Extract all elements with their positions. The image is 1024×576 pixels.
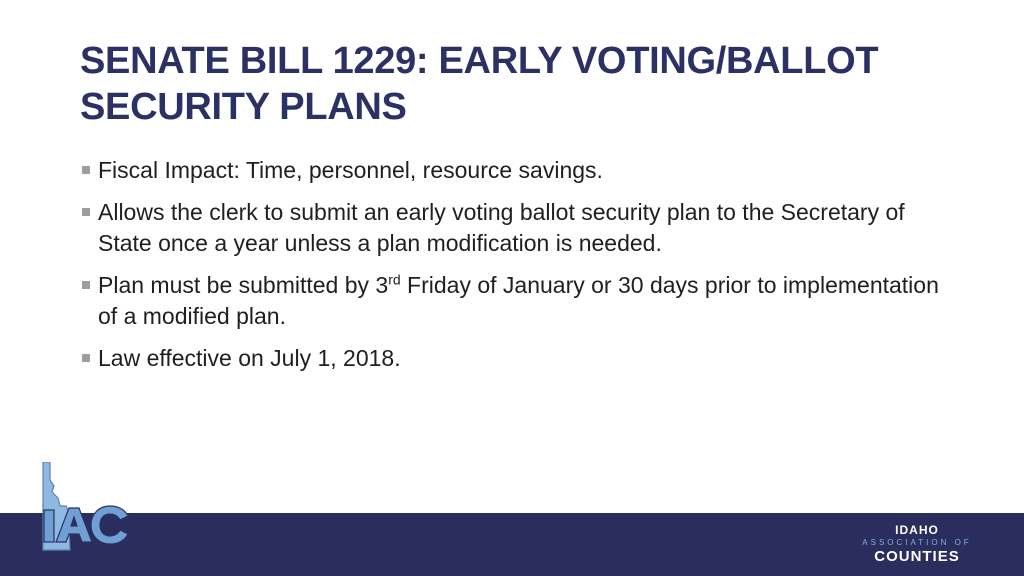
bullet-item-security-plan: [80, 197, 960, 259]
bullet-text-after: Friday of January or 30 days prior to implementation of a modified plan.: [98, 272, 939, 329]
iac-logo: [36, 462, 136, 552]
logo-letter-c: [91, 506, 128, 544]
bullet-list: [80, 155, 960, 385]
bullet-text: Law effective on July 1, 2018.: [98, 345, 401, 371]
bullet-text-before: Plan must be submitted by 3: [98, 272, 389, 298]
org-wordmark: [862, 523, 972, 566]
bullet-text: Fiscal Impact: Time, personnel, resource savings.: [98, 157, 603, 183]
square-bullet-icon: [82, 208, 90, 216]
org-wordmark-line3: COUNTIES: [874, 548, 960, 565]
org-wordmark-line1: IDAHO: [895, 523, 939, 537]
org-wordmark-line2: ASSOCIATION OF: [862, 538, 972, 547]
bullet-item-fiscal-impact: [80, 155, 960, 186]
logo-letter-i: [44, 510, 54, 542]
slide-title: SENATE BILL 1229: EARLY VOTING/BALLOT SECURITY PLANS: [80, 40, 879, 128]
square-bullet-icon: [82, 281, 90, 289]
bullet-item-effective-date: [80, 343, 960, 374]
square-bullet-icon: [82, 166, 90, 174]
square-bullet-icon: [82, 354, 90, 362]
bullet-text: Allows the clerk to submit an early voting ballot security plan to the Secretary of State once a year unless a plan modification is needed.: [98, 199, 905, 256]
bullet-item-deadline: [80, 270, 960, 332]
bullet-superscript: rd: [388, 271, 401, 288]
